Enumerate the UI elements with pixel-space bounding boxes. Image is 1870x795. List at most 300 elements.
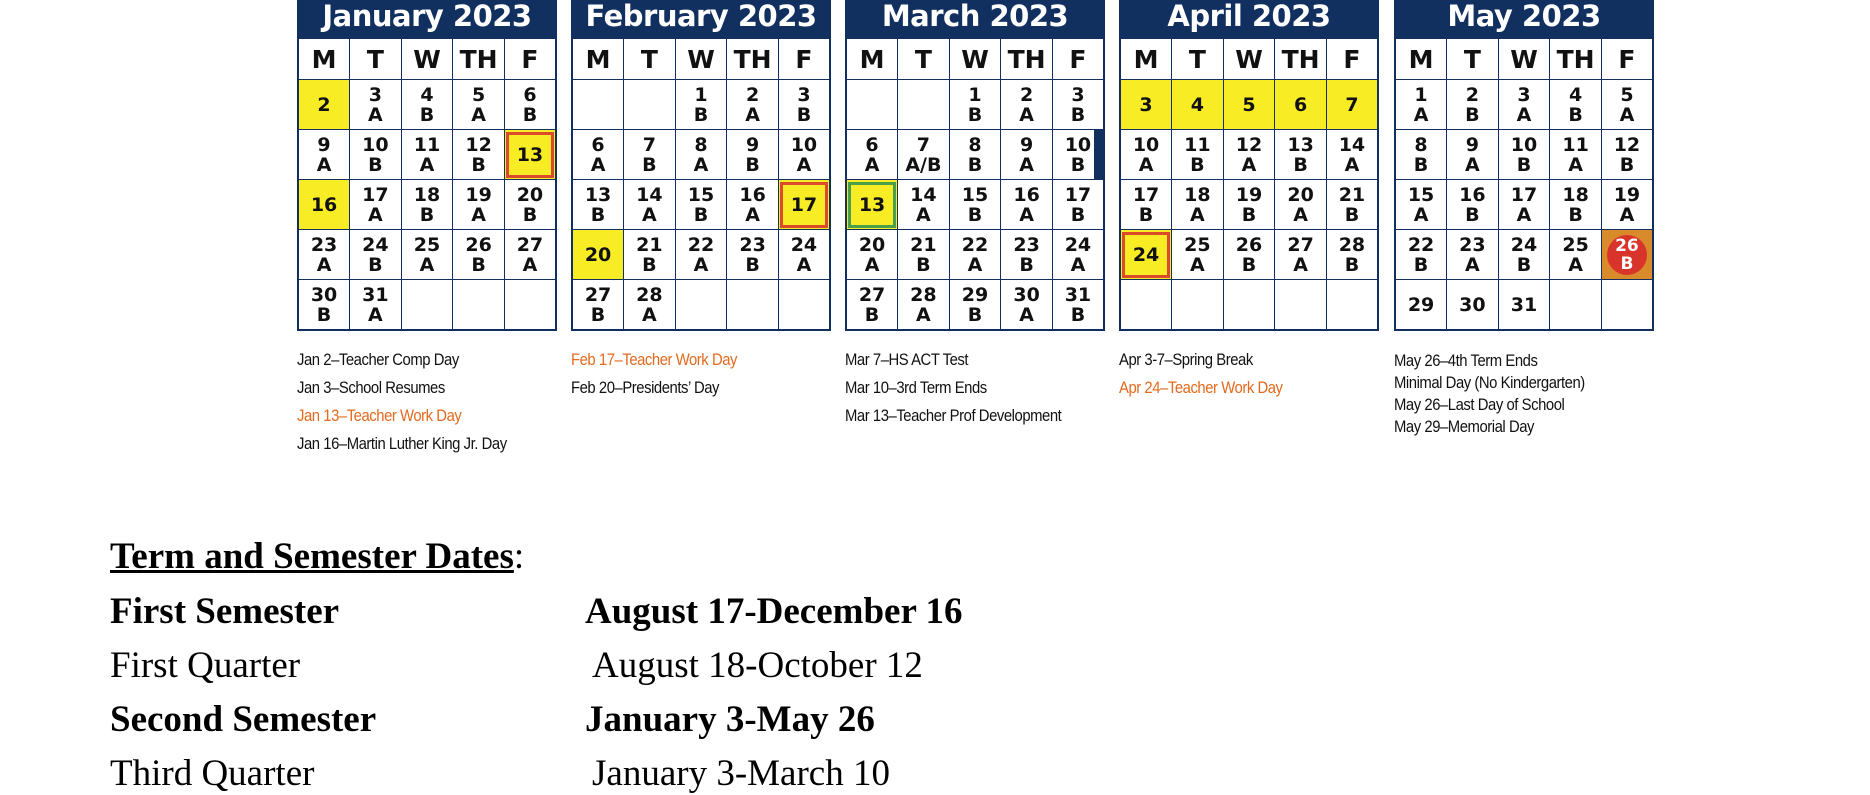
day-letter: B [368, 153, 383, 176]
day-number: 21 [910, 233, 937, 256]
day-number: 24 [790, 233, 818, 256]
day-cell [727, 230, 779, 280]
calendar-note: Feb 20–Presidents’ Day [571, 379, 720, 397]
day-number: 13 [1287, 133, 1314, 156]
day-letter: B [1465, 103, 1480, 126]
day-number: 24 [362, 233, 389, 256]
day-number: 8 [694, 133, 708, 156]
day-cell [504, 230, 556, 280]
day-cell [1326, 180, 1378, 230]
calendar-note: Jan 2–Teacher Comp Day [297, 351, 459, 369]
day-cell [624, 280, 676, 331]
day-cell [401, 80, 453, 130]
day-number: 15 [687, 183, 715, 206]
day-cell [1498, 130, 1550, 180]
calendar-note: Mar 13–Teacher Prof Development [845, 407, 1062, 425]
week-row [1395, 230, 1653, 280]
day-number: 23 [1013, 233, 1040, 256]
weekday-header: T [1447, 38, 1499, 80]
day-number: 12 [465, 133, 492, 156]
day-number: 16 [310, 193, 338, 216]
day-number: 23 [310, 233, 338, 256]
day-letter: B [1619, 153, 1635, 176]
day-cell [453, 230, 505, 280]
empty-day-cell [572, 80, 624, 130]
day-cell [949, 80, 1001, 130]
day-cell [1001, 230, 1053, 280]
day-letter: A [471, 103, 486, 126]
day-cell [504, 80, 556, 130]
day-cell [624, 130, 676, 180]
day-letter: A [1516, 103, 1532, 126]
notes-april [1119, 346, 1362, 402]
day-letter: B [642, 153, 657, 176]
day-letter: B [1070, 153, 1086, 176]
day-number: 2 [1465, 83, 1479, 106]
day-number: 12 [1235, 133, 1263, 156]
day-cell [298, 180, 350, 230]
day-letter: A [316, 253, 332, 276]
empty-day-cell [453, 280, 505, 331]
term-row [110, 698, 1310, 741]
term-value: January 3-May 26 [585, 699, 875, 740]
day-letter: B [916, 253, 931, 276]
weekday-header: W [1223, 38, 1275, 80]
day-cell [1498, 180, 1550, 230]
day-letter: B [1241, 253, 1257, 276]
month-may [1394, 0, 1654, 331]
month-title: April 2023 [1119, 0, 1379, 37]
day-number: 30 [1459, 293, 1486, 316]
weekday-header: M [572, 38, 624, 80]
day-cell [727, 130, 779, 180]
week-row [298, 280, 556, 331]
month-april [1119, 0, 1379, 331]
day-cell [1447, 180, 1499, 230]
day-number: 7 [916, 133, 930, 156]
day-letter: B [1344, 253, 1360, 276]
day-number: 26 [1235, 233, 1263, 256]
empty-day-cell [727, 280, 779, 331]
day-number: 23 [739, 233, 766, 256]
day-letter: B [1344, 203, 1360, 226]
notes-january [297, 346, 540, 458]
term-label: Third Quarter [110, 753, 315, 794]
day-cell [949, 130, 1001, 180]
day-letter: A [916, 203, 931, 226]
day-number: 21 [1338, 183, 1366, 206]
day-number: 7 [642, 133, 656, 156]
day-letter: B [1190, 153, 1205, 176]
weekday-header: W [401, 38, 453, 80]
weekday-header: M [1395, 38, 1447, 80]
day-number: 17 [1132, 183, 1160, 206]
day-number: 23 [1459, 233, 1486, 256]
day-cell [1223, 180, 1275, 230]
day-number: 3 [1139, 93, 1153, 116]
day-number: 22 [961, 233, 989, 256]
day-letter: A [590, 153, 606, 176]
empty-day-cell [1326, 280, 1378, 331]
day-letter: B [590, 203, 606, 226]
term-row [110, 752, 1310, 795]
day-cell [675, 230, 727, 280]
day-number: 4 [420, 83, 434, 106]
day-number: 13 [858, 193, 886, 216]
day-cell [1601, 130, 1653, 180]
day-letter: B [1019, 253, 1034, 276]
day-cell [1001, 180, 1053, 230]
day-number: 16 [1459, 183, 1486, 206]
day-number: 18 [1562, 183, 1589, 206]
weekday-header: F [778, 38, 830, 80]
day-letter: B [693, 103, 709, 126]
month-title: March 2023 [845, 0, 1105, 37]
day-number: 31 [1064, 283, 1092, 306]
day-number: 20 [516, 183, 544, 206]
day-cell [1052, 130, 1104, 180]
day-cell [898, 230, 950, 280]
month-grid [1119, 37, 1379, 331]
day-cell [1550, 180, 1602, 230]
day-cell [846, 130, 898, 180]
day-number: 13 [516, 143, 544, 166]
day-cell [453, 180, 505, 230]
day-cell [1052, 280, 1104, 331]
day-cell [624, 230, 676, 280]
day-cell [453, 80, 505, 130]
day-number: 10 [1510, 133, 1538, 156]
day-cell [1498, 280, 1550, 331]
day-number: 7 [1345, 93, 1359, 116]
day-letter: A [368, 303, 383, 326]
weekday-header: M [298, 38, 350, 80]
day-letter: A [1293, 253, 1308, 276]
day-number: 25 [1562, 233, 1589, 256]
day-letter: B [796, 103, 812, 126]
day-cell [846, 230, 898, 280]
day-number: 21 [636, 233, 663, 256]
weekday-header: TH [727, 38, 779, 80]
day-letter: B [967, 203, 983, 226]
day-number: 6 [1293, 93, 1308, 116]
day-number: 5 [1620, 83, 1634, 106]
day-cell [350, 280, 402, 331]
day-letter: A [1241, 153, 1257, 176]
week-row [298, 130, 556, 180]
day-letter: B [693, 203, 709, 226]
day-number: 6 [591, 133, 605, 156]
day-letter: A [1516, 203, 1532, 226]
week-row [1395, 130, 1653, 180]
term-dates-title: Term and Semester Dates [110, 536, 514, 577]
day-letter: A [1070, 253, 1086, 276]
day-number: 18 [413, 183, 441, 206]
weekday-header: T [1172, 38, 1224, 80]
day-number: 9 [1465, 133, 1479, 156]
week-row [572, 230, 830, 280]
month-grid [297, 37, 557, 331]
day-number: 18 [1184, 183, 1211, 206]
day-number: 5 [471, 83, 486, 106]
day-cell [1447, 230, 1499, 280]
day-cell [1120, 130, 1172, 180]
term-value: January 3-March 10 [592, 753, 890, 794]
day-letter: A [1019, 153, 1034, 176]
day-cell [675, 180, 727, 230]
empty-day-cell [898, 80, 950, 130]
day-cell [350, 80, 402, 130]
day-cell [1001, 280, 1053, 331]
calendar-note: Jan 13–Teacher Work Day [297, 407, 462, 425]
day-number: 8 [968, 133, 982, 156]
week-row [1120, 280, 1378, 331]
day-letter: A [1190, 253, 1205, 276]
calendar-note: Feb 17–Teacher Work Day [571, 351, 738, 369]
day-letter: A [642, 203, 657, 226]
day-letter: A [864, 253, 880, 276]
day-number: 2 [1019, 83, 1034, 106]
day-cell [1223, 130, 1275, 180]
day-letter: B [590, 303, 606, 326]
day-number: 13 [584, 183, 612, 206]
day-number: 11 [413, 133, 441, 156]
day-number: 24 [1510, 233, 1538, 256]
day-letter: B [1413, 253, 1429, 276]
day-cell [298, 230, 350, 280]
day-letter: B [1516, 253, 1532, 276]
day-cell [949, 180, 1001, 230]
day-letter: A [1019, 103, 1034, 126]
empty-day-cell [1172, 280, 1224, 331]
day-number: 17 [362, 183, 389, 206]
day-cell [1001, 130, 1053, 180]
day-letter: A [368, 203, 383, 226]
day-cell [1223, 80, 1275, 130]
day-letter: A [1413, 203, 1429, 226]
weekday-header: M [1120, 38, 1172, 80]
calendar-note: Mar 7–HS ACT Test [845, 351, 969, 369]
day-cell [898, 280, 950, 331]
day-cell [1172, 80, 1224, 130]
weekday-header: TH [1001, 38, 1053, 80]
day-cell [1326, 130, 1378, 180]
day-cell [778, 130, 830, 180]
day-number: 24 [1064, 233, 1092, 256]
empty-day-cell [778, 280, 830, 331]
day-cell [898, 130, 950, 180]
day-letter: A [1293, 203, 1308, 226]
day-number: 14 [636, 183, 663, 206]
day-cell [1052, 80, 1104, 130]
weekday-header: TH [1275, 38, 1327, 80]
last-day-marker [1607, 235, 1647, 275]
week-row [572, 130, 830, 180]
day-number: 28 [636, 283, 663, 306]
day-letter: A [693, 253, 709, 276]
weekday-header: TH [1550, 38, 1602, 80]
calendar-note: Mar 10–3rd Term Ends [845, 379, 987, 397]
week-row [846, 130, 1104, 180]
weekday-header: M [846, 38, 898, 80]
day-number: 31 [1510, 293, 1538, 316]
day-cell [401, 130, 453, 180]
weekday-header: T [350, 38, 402, 80]
day-number: 10 [1064, 133, 1092, 156]
day-letter: A [745, 103, 760, 126]
day-cell [1172, 180, 1224, 230]
day-letter: A [864, 153, 880, 176]
day-number: 20 [1287, 183, 1314, 206]
term-value: August 18-October 12 [592, 645, 923, 686]
day-cell [1550, 230, 1602, 280]
week-row [846, 180, 1104, 230]
day-letter: A [368, 103, 383, 126]
day-cell [778, 180, 830, 230]
week-row [1120, 180, 1378, 230]
week-row [1395, 180, 1653, 230]
empty-day-cell [675, 280, 727, 331]
day-letter: B [1568, 203, 1583, 226]
day-letter: B [368, 253, 383, 276]
day-cell [1395, 280, 1447, 331]
day-number: 16 [1013, 183, 1040, 206]
weekday-header: W [949, 38, 1001, 80]
day-number: 20 [584, 243, 612, 266]
month-title: January 2023 [297, 0, 557, 37]
day-cell [298, 130, 350, 180]
day-letter: A [419, 253, 435, 276]
day-letter: A [745, 203, 760, 226]
day-cell [1172, 130, 1224, 180]
day-cell [1601, 230, 1653, 280]
empty-day-cell [1601, 280, 1653, 331]
day-letter: B [1413, 153, 1429, 176]
day-number: 14 [910, 183, 937, 206]
day-number: 30 [1013, 283, 1040, 306]
week-row [846, 230, 1104, 280]
day-cell [1275, 80, 1327, 130]
day-letter: A [1190, 203, 1205, 226]
day-number: 11 [1184, 133, 1211, 156]
day-letter: A [796, 253, 812, 276]
day-letter: A [916, 303, 931, 326]
month-february [571, 0, 831, 331]
day-cell [453, 130, 505, 180]
day-letter: A [1465, 253, 1480, 276]
day-letter: A/B [905, 153, 942, 176]
day-letter: A [1413, 103, 1429, 126]
weekday-header: F [504, 38, 556, 80]
calendar-note: May 29–Memorial Day [1394, 418, 1535, 436]
day-letter: B [864, 303, 880, 326]
day-cell [1120, 230, 1172, 280]
week-row [1120, 230, 1378, 280]
day-letter: A [1619, 103, 1635, 126]
day-number: 26 [1615, 235, 1639, 256]
day-cell [1275, 180, 1327, 230]
day-cell [350, 180, 402, 230]
month-title: February 2023 [571, 0, 831, 37]
day-number: 3 [797, 83, 811, 106]
day-letter: A [1568, 253, 1583, 276]
day-cell [401, 180, 453, 230]
day-letter: A [522, 253, 538, 276]
day-number: 27 [1287, 233, 1314, 256]
day-cell [1326, 80, 1378, 130]
day-cell [1447, 280, 1499, 331]
empty-day-cell [504, 280, 556, 331]
day-letter: B [745, 253, 760, 276]
day-letter: A [967, 253, 983, 276]
day-letter: B [967, 153, 983, 176]
day-number: 28 [910, 283, 937, 306]
day-number: 16 [739, 183, 766, 206]
day-cell [504, 180, 556, 230]
day-letter: B [471, 253, 486, 276]
weekday-header: F [1601, 38, 1653, 80]
day-number: 10 [1132, 133, 1160, 156]
day-cell [949, 230, 1001, 280]
weekday-header: W [675, 38, 727, 80]
day-number: 28 [1338, 233, 1366, 256]
term-dates-heading [110, 535, 524, 578]
day-number: 19 [465, 183, 492, 206]
day-cell [401, 230, 453, 280]
day-cell [572, 280, 624, 331]
day-cell [675, 80, 727, 130]
day-letter: B [967, 103, 983, 126]
term-label: First Quarter [110, 645, 301, 686]
day-number: 3 [1517, 83, 1531, 106]
empty-day-cell [1550, 280, 1602, 331]
day-letter: A [796, 153, 812, 176]
day-number: 27 [516, 233, 544, 256]
day-cell [350, 230, 402, 280]
calendar-note: Apr 3-7–Spring Break [1119, 351, 1253, 369]
day-cell [846, 280, 898, 331]
day-letter: B [1070, 103, 1086, 126]
day-cell [572, 130, 624, 180]
day-cell [298, 80, 350, 130]
day-letter: A [471, 203, 486, 226]
notes-march [845, 346, 1088, 430]
day-letter: A [1465, 153, 1480, 176]
day-cell [1223, 230, 1275, 280]
day-letter: B [522, 103, 538, 126]
day-cell [1447, 130, 1499, 180]
day-cell [1601, 180, 1653, 230]
day-number: 29 [961, 283, 989, 306]
day-letter: B [642, 253, 657, 276]
day-letter: B [471, 153, 486, 176]
day-number: 12 [1613, 133, 1641, 156]
day-letter: B [419, 103, 435, 126]
day-letter: A [693, 153, 709, 176]
month-january [297, 0, 557, 331]
day-letter: B [1070, 303, 1086, 326]
day-cell [350, 130, 402, 180]
calendar-note: Apr 24–Teacher Work Day [1119, 379, 1283, 397]
day-letter: B [1568, 103, 1583, 126]
day-cell [1275, 230, 1327, 280]
day-cell [1052, 180, 1104, 230]
day-letter: B [522, 203, 538, 226]
week-row [846, 280, 1104, 331]
notes-february [571, 346, 814, 402]
day-cell [1395, 130, 1447, 180]
day-letter: B [1516, 153, 1532, 176]
